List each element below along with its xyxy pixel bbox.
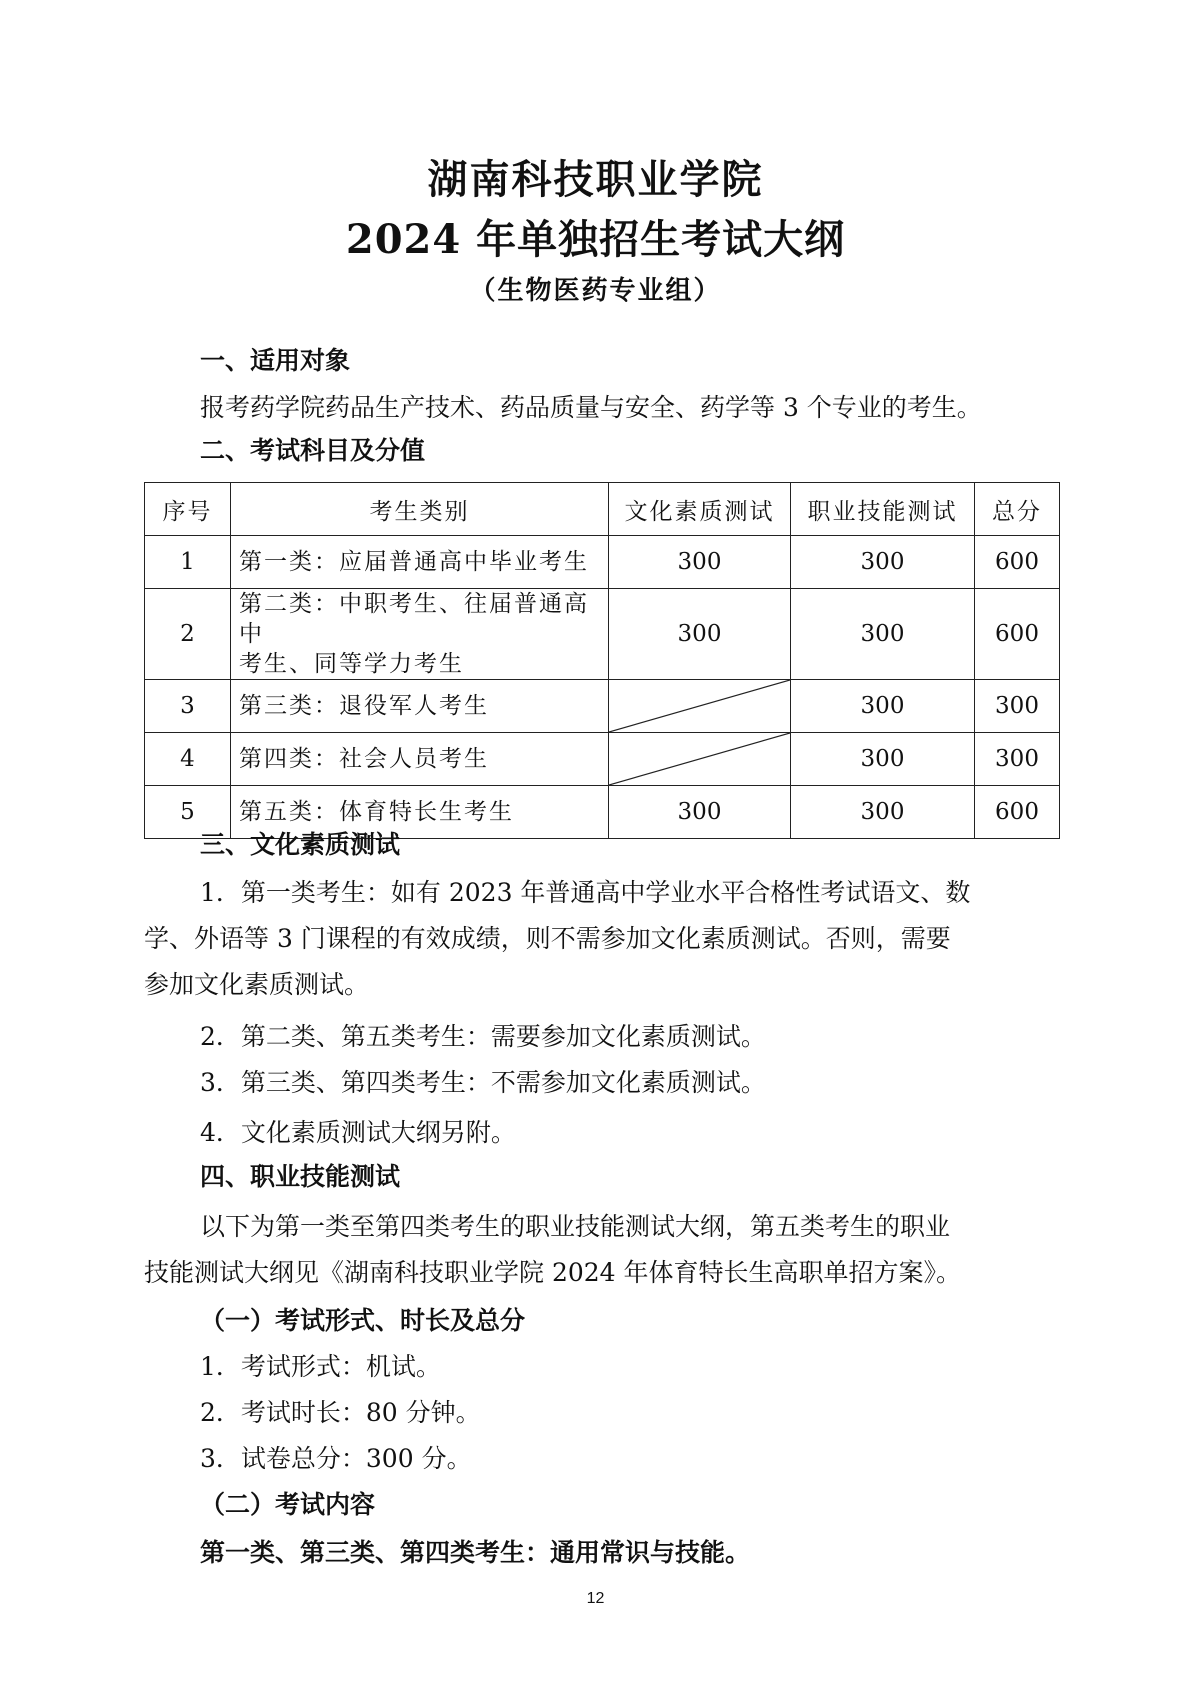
row-skill-score: 300: [791, 680, 975, 733]
header-number: 序号: [145, 483, 231, 536]
row-category: 第五类：体育特长生考生: [231, 786, 609, 839]
section3-heading: 三、文化素质测试: [200, 830, 401, 859]
row-culture-not-applicable: [609, 733, 791, 786]
header-skill-test: 职业技能测试: [791, 483, 975, 536]
section1-heading: 一、适用对象: [200, 346, 351, 375]
diagonal-slash: [609, 680, 790, 732]
row-category: 第一类：应届普通高中毕业考生: [231, 536, 609, 589]
section3-item: 2．第二类、第五类考生：需要参加文化素质测试。: [200, 1022, 766, 1051]
section3-paragraph-line: 学、外语等 3 门课程的有效成绩，则不需参加文化素质测试。否则，需要: [144, 924, 951, 953]
header-category: 考生类别: [231, 483, 609, 536]
row-total-score: 600: [975, 589, 1060, 680]
row-skill-score: 300: [791, 536, 975, 589]
row-number: 1: [145, 536, 231, 589]
row-number: 4: [145, 733, 231, 786]
row-number: 2: [145, 589, 231, 680]
row-culture-score: 300: [609, 536, 791, 589]
row-category: 第四类：社会人员考生: [231, 733, 609, 786]
subsection1-heading: （一）考试形式、时长及总分: [200, 1306, 526, 1335]
row-skill-score: 300: [791, 589, 975, 680]
row-culture-score: 300: [609, 786, 791, 839]
row-total-score: 300: [975, 680, 1060, 733]
subsection2-bold-line: 第一类、第三类、第四类考生：通用常识与技能。: [200, 1538, 751, 1567]
row-culture-not-applicable: [609, 680, 791, 733]
row-skill-score: 300: [791, 786, 975, 839]
row-category-line: 考生、同等学力考生: [239, 651, 464, 677]
header-total: 总分: [975, 483, 1060, 536]
school-name: 湖南科技职业学院: [427, 156, 764, 203]
table-row: [145, 589, 1060, 680]
score-table: [144, 482, 1060, 839]
header-culture-test: 文化素质测试: [609, 483, 791, 536]
row-number: 5: [145, 786, 231, 839]
row-category: 第三类：退役军人考生: [231, 680, 609, 733]
section2-heading: 二、考试科目及分值: [200, 436, 426, 465]
section3-item: 3．第三类、第四类考生：不需参加文化素质测试。: [200, 1068, 766, 1097]
row-total-score: 600: [975, 786, 1060, 839]
section1-text: 报考药学院药品生产技术、药品质量与安全、药学等 3 个专业的考生。: [200, 393, 982, 422]
document-subtitle: （生物医药专业组）: [469, 276, 722, 306]
row-skill-score: 300: [791, 733, 975, 786]
table-row: [145, 680, 1060, 733]
section3-paragraph-line: 1．第一类考生：如有 2023 年普通高中学业水平合格性考试语文、数: [200, 878, 971, 907]
subsection1-item: 1．考试形式：机试。: [200, 1352, 441, 1381]
table-row: [145, 536, 1060, 589]
row-culture-score: 300: [609, 589, 791, 680]
subsection1-item: 3．试卷总分：300 分。: [200, 1444, 472, 1473]
row-total-score: 300: [975, 733, 1060, 786]
section4-intro-line: 以下为第一类至第四类考生的职业技能测试大纲，第五类考生的职业: [200, 1212, 951, 1241]
table-header-row: [145, 483, 1060, 536]
diagonal-slash: [609, 733, 790, 785]
row-number: 3: [145, 680, 231, 733]
row-category: [231, 589, 609, 680]
row-total-score: 600: [975, 536, 1060, 589]
page-number: 12: [586, 1590, 605, 1607]
section3-paragraph-line: 参加文化素质测试。: [144, 970, 370, 999]
section4-heading: 四、职业技能测试: [200, 1162, 401, 1191]
section4-intro-line: 技能测试大纲见《湖南科技职业学院 2024 年体育特长生高职单招方案》。: [144, 1258, 962, 1287]
row-category-line: 第二类：中职考生、往届普通高中: [239, 591, 589, 647]
document-title: 2024 年单独招生考试大纲: [345, 216, 846, 263]
table-row: [145, 733, 1060, 786]
section3-item: 4．文化素质测试大纲另附。: [200, 1118, 516, 1147]
subsection2-heading: （二）考试内容: [200, 1490, 376, 1519]
subsection1-item: 2．考试时长：80 分钟。: [200, 1398, 481, 1427]
